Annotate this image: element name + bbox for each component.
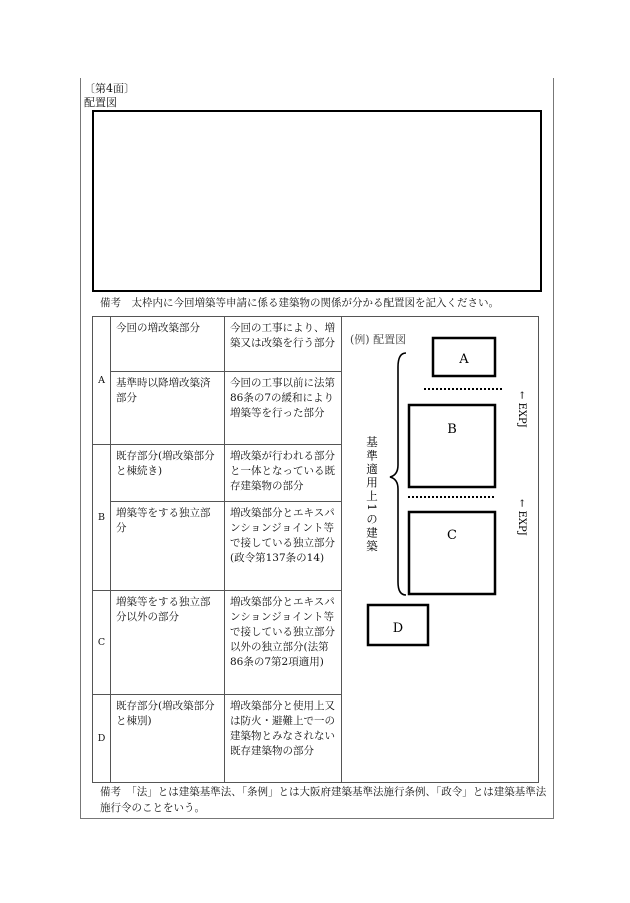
row-desc: 増改築部分とエキスパンションジョイント等で接している独立部分(政令第137条の14)	[225, 502, 342, 591]
building-b-label: B	[447, 422, 457, 437]
row-desc: 増改築部分と使用上又は防火・避難上で一の建築物とみなされない既存建築物の部分	[225, 695, 342, 783]
row-name: 今回の増改築部分	[111, 317, 225, 372]
building-c-box	[409, 512, 495, 594]
row-name: 既存部分(増改築部分と棟続き)	[111, 445, 225, 502]
row-desc: 増改築部分とエキスパンションジョイント等で接している独立部分以外の独立部分(法第86条の7第2項適用)	[225, 591, 342, 695]
example-title: (例) 配置図	[350, 333, 407, 346]
example-diagram-cell	[342, 317, 539, 783]
building-a-label: A	[459, 352, 469, 367]
row-desc: 今回の工事により、増築又は改築を行う部分	[225, 317, 342, 372]
expj-arrow-2: ←	[516, 499, 527, 511]
row-name: 増築等をする独立部分	[111, 502, 225, 591]
building-d-label: D	[392, 621, 404, 636]
site-plan-drawing-area[interactable]	[92, 110, 542, 292]
group-label-d: D	[93, 695, 111, 783]
note-1: 備考 太枠内に今回増築等申請に係る建築物の関係が分かる配置図を記入ください。	[100, 297, 499, 309]
table-row	[93, 317, 539, 372]
expj-text-2: EXPJ	[516, 510, 527, 536]
row-desc: 増改築が行われる部分と一体となっている既存建築物の部分	[225, 445, 342, 502]
note-2: 備考 「法」とは建築基準法、「条例」とは大阪府建築基準法施行条例、「政令」とは建築基準法施行令のことをいう。	[100, 786, 547, 814]
group-label-c: C	[93, 591, 111, 695]
row-name: 増築等をする独立部分以外の部分	[111, 591, 225, 695]
row-name: 既存部分(増改築部分と棟別)	[111, 695, 225, 783]
vertical-label: 基準適用上1の建築	[365, 436, 379, 554]
section-title: 配置図	[84, 96, 117, 109]
building-c-label: C	[447, 528, 457, 543]
row-name: 基準時以降増改築済部分	[111, 372, 225, 445]
page-number: 〔第4面〕	[84, 82, 135, 95]
expj-label-2	[516, 499, 527, 536]
expj-text-1: EXPJ	[516, 402, 527, 428]
group-label-a: A	[93, 317, 111, 445]
building-relation-table	[92, 316, 539, 783]
expj-arrow-1: ←	[516, 391, 527, 403]
row-desc: 今回の工事以前に法第86条の7の緩和により増築等を行った部分	[225, 372, 342, 445]
building-b-box	[409, 405, 495, 487]
expj-label-1	[516, 391, 527, 428]
grouping-brace	[390, 353, 406, 595]
group-label-b: B	[93, 445, 111, 591]
example-site-plan	[342, 317, 540, 783]
